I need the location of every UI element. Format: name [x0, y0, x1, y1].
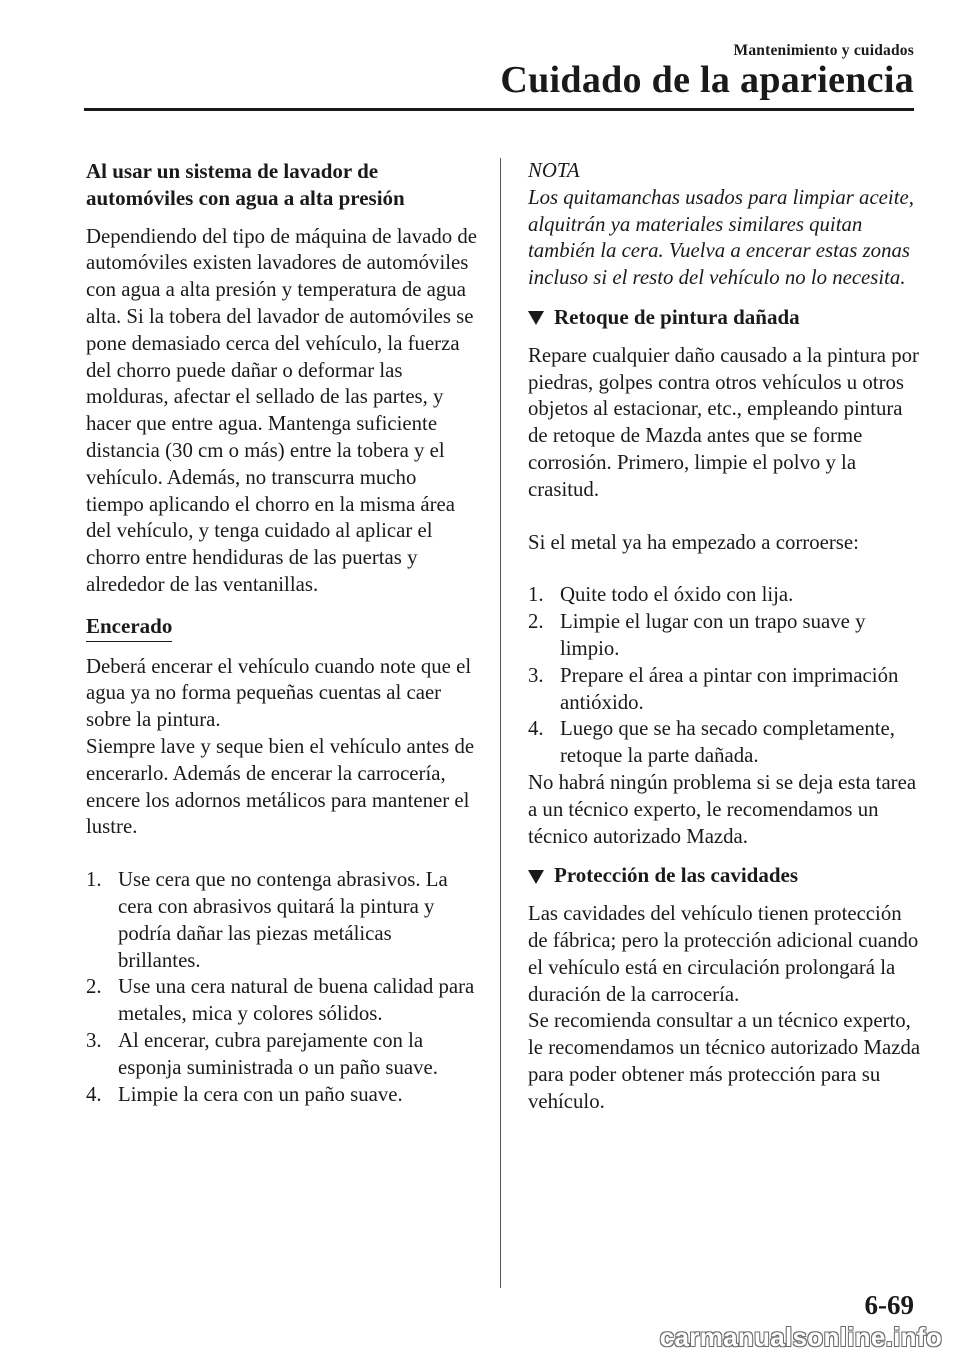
list-item: 2. Limpie el lugar con un trapo suave y limpio.	[528, 610, 866, 660]
paint-retouch-heading: Retoque de pintura dañada	[528, 304, 924, 331]
list-item: 1. Quite todo el óxido con lija.	[528, 583, 794, 607]
list-item: 4. Luego que se ha secado completamente, retoque la parte dañada.	[528, 717, 895, 768]
left-column	[86, 158, 478, 1108]
waxing-heading: Encerado	[86, 613, 172, 642]
cavity-paragraph-1: Las cavidades del vehículo tienen protección de fábrica; pero la protección adicional cuando el vehículo está en circulación prolongará la duración de la carrocería.	[528, 902, 919, 1006]
list-item: 2. Use una cera natural de buena calidad para metales, mica y colores sólidos.	[86, 975, 475, 1026]
page-number: 6-69	[864, 1290, 914, 1320]
header-rule	[84, 108, 914, 111]
right-column	[528, 158, 924, 1116]
high-pressure-paragraph: Dependiendo del tipo de máquina de lavado de automóviles existen lavadores de automóviles con agua a alta presión y temperatura de agua alta. Si la tobera del lavador de automóviles se pone demasiado cerca del vehículo, la fuerza del chorro puede dañar o deformar las molduras, afectar el sellado de las partes, y hacer que entre agua. Mantenga suficiente distancia (30 cm o más) entre la tobera y el vehículo. Además, no transcurra mucho tiempo aplicando el chorro en la misma área del vehículo, y tenga cuidado al aplicar el chorro entre hendiduras de las puertas y alrededor de las ventanillas.	[86, 224, 477, 596]
waxing-paragraph-1: Deberá encerar el vehículo cuando note que el agua ya no forma pequeñas cuentas al caer sobre la pintura.	[86, 654, 472, 732]
list-item: 1. Use cera que no contenga abrasivos. La cera con abrasivos quitará la pintura y podría dañar las piezas metálicas brillantes.	[86, 868, 448, 972]
paint-closing-paragraph: No habrá ningún problema si se deja esta tarea a un técnico experto, le recomendamos un técnico autorizado Mazda.	[528, 770, 917, 848]
cavity-heading: Protección de las cavidades	[528, 862, 924, 889]
triangle-bullet-icon	[528, 311, 544, 325]
list-item: 3. Al encerar, cubra parejamente con la esponja suministrada o un paño suave.	[86, 1028, 438, 1079]
note-text: Los quitamanchas usados para limpiar aceite, alquitrán ya materiales similares quitan también la cera. Vuelva a encerar estas zonas incluso si el resto del vehículo no lo necesita.	[528, 185, 914, 290]
waxing-steps	[86, 867, 478, 1108]
cavity-paragraph-2: Se recomienda consultar a un técnico experto, le recomendamos un técnico autorizado Mazda para poder obtener más protección para su vehículo.	[528, 1009, 921, 1113]
list-item: 4. Limpie la cera con un paño suave.	[86, 1082, 403, 1106]
high-pressure-heading: Al usar un sistema de lavador de automóviles con agua a alta presión	[86, 159, 405, 210]
column-divider	[500, 158, 501, 1288]
corrosion-intro: Si el metal ya ha empezado a corroerse:	[528, 530, 859, 554]
triangle-bullet-icon	[528, 870, 544, 884]
note-label: NOTA	[528, 159, 580, 182]
section-label: Mantenimiento y cuidados	[733, 42, 914, 59]
watermark: carmanualsonline.info	[659, 1322, 942, 1352]
corrosion-steps	[528, 582, 924, 770]
list-item: 3. Prepare el área a pintar con imprimación antióxido.	[528, 663, 899, 714]
waxing-paragraph-2: Siempre lave y seque bien el vehículo antes de encerarlo. Además de encerar la carrocería, encere los adornos metálicos para mantener el lustre.	[86, 734, 475, 839]
paint-retouch-paragraph: Repare cualquier daño causado a la pintura por piedras, golpes contra otros vehículos u otros objetos al estacionar, etc., empleando pintura de retoque de Mazda antes que se forme corrosión. Primero, limpie el polvo y la crasitud.	[528, 343, 919, 501]
page-title: Cuidado de la apariencia	[500, 59, 914, 101]
